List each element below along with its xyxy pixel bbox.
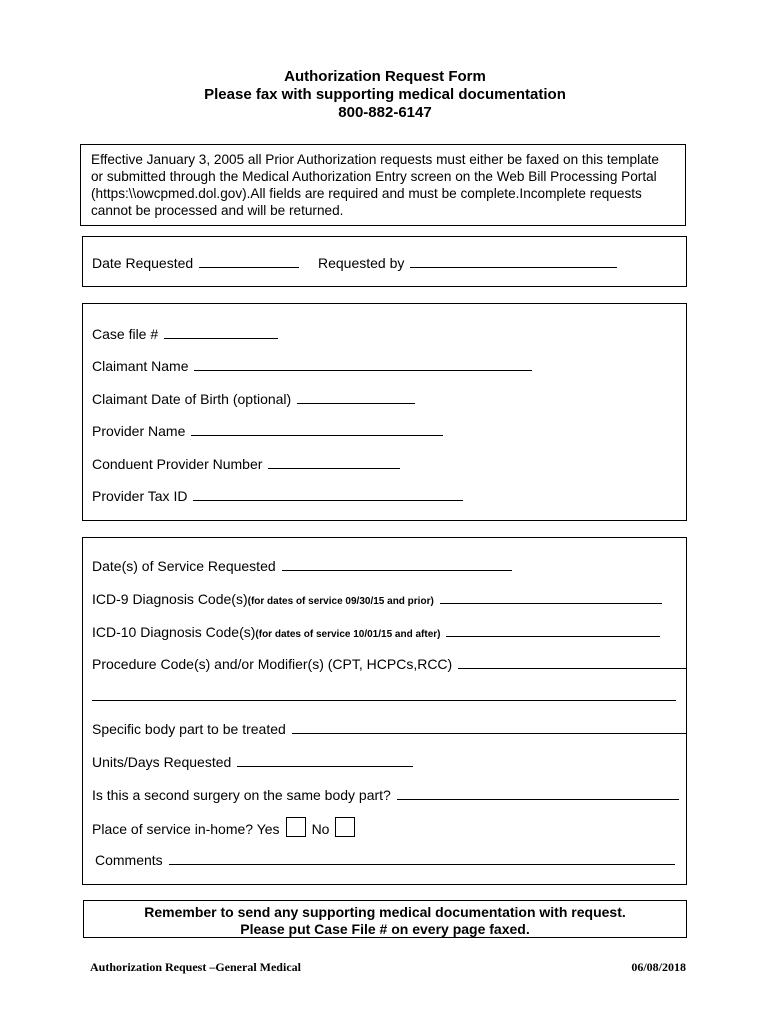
comments-label: Comments (95, 852, 163, 868)
procedure-field[interactable] (458, 654, 686, 669)
case-file-label: Case file # (92, 326, 159, 342)
notice-line: cannot be processed and will be returned. (91, 203, 344, 218)
dob-label: Claimant Date of Birth (optional) (92, 391, 292, 407)
icd10-note: (for dates of service 10/01/15 and after) (255, 629, 441, 640)
provider-name-label: Provider Name (92, 423, 186, 439)
form-subtitle: Please fax with supporting medical documentation (204, 86, 566, 103)
footer-date: 06/08/2018 (631, 960, 686, 974)
notice-box (80, 144, 686, 226)
requested-by-label: Requested by (318, 255, 405, 271)
reminder-line: Remember to send any supporting medical documentation with request. (144, 904, 626, 920)
form-title: Authorization Request Form (284, 68, 486, 85)
tax-id-field[interactable] (193, 486, 463, 501)
tax-id-label: Provider Tax ID (92, 488, 188, 504)
icd9-field[interactable] (440, 589, 662, 604)
second-surgery-label: Is this a second surgery on the same body part? (92, 787, 391, 803)
claimant-box (82, 303, 687, 521)
icd10-label: ICD-10 Diagnosis Code(s) (92, 624, 256, 640)
notice-line: (https:\\owcpmed.dol.gov).All fields are required and must be complete.Incomplete requests (91, 186, 642, 201)
fax-number: 800-882-6147 (338, 104, 432, 121)
service-dates-label: Date(s) of Service Requested (92, 558, 276, 574)
request-box (82, 236, 687, 287)
reminder-line: Please put Case File # on every page faxed. (240, 921, 530, 937)
date-requested-field[interactable] (199, 253, 299, 268)
second-surgery-field[interactable] (397, 785, 679, 800)
case-file-field[interactable] (164, 324, 278, 339)
place-of-service-label: Place of service in-home? Yes (92, 821, 280, 837)
units-field[interactable] (237, 752, 413, 767)
no-label: No (311, 821, 330, 837)
body-part-field[interactable] (292, 719, 686, 734)
conduent-number-field[interactable] (268, 454, 400, 469)
claimant-name-label: Claimant Name (92, 358, 189, 374)
icd10-field[interactable] (446, 622, 660, 637)
comments-field[interactable] (169, 850, 675, 865)
dob-field[interactable] (297, 389, 415, 404)
notice-line: Effective January 3, 2005 all Prior Authorization requests must either be faxed on this template (91, 152, 659, 167)
footer-form-name: Authorization Request –General Medical (90, 960, 301, 974)
yes-checkbox[interactable] (286, 817, 306, 837)
requested-by-field[interactable] (410, 253, 617, 268)
service-box (82, 537, 687, 885)
icd9-note: (for dates of service 09/30/15 and prior) (247, 596, 434, 607)
provider-name-field[interactable] (191, 421, 443, 436)
notice-line: or submitted through the Medical Authorization Entry screen on the Web Bill Processing Portal (91, 169, 657, 184)
units-label: Units/Days Requested (92, 754, 232, 770)
service-dates-field[interactable] (282, 556, 512, 571)
reminder-box (83, 900, 687, 938)
icd9-label: ICD-9 Diagnosis Code(s) (92, 591, 248, 607)
conduent-number-label: Conduent Provider Number (92, 456, 263, 472)
form-header (0, 68, 770, 122)
claimant-name-field[interactable] (194, 356, 532, 371)
date-requested-label: Date Requested (92, 255, 194, 271)
procedure-field-continued[interactable] (92, 686, 676, 701)
body-part-label: Specific body part to be treated (92, 721, 286, 737)
no-checkbox[interactable] (335, 817, 355, 837)
procedure-label: Procedure Code(s) and/or Modifier(s) (CPT, HCPCs,RCC) (92, 656, 453, 672)
